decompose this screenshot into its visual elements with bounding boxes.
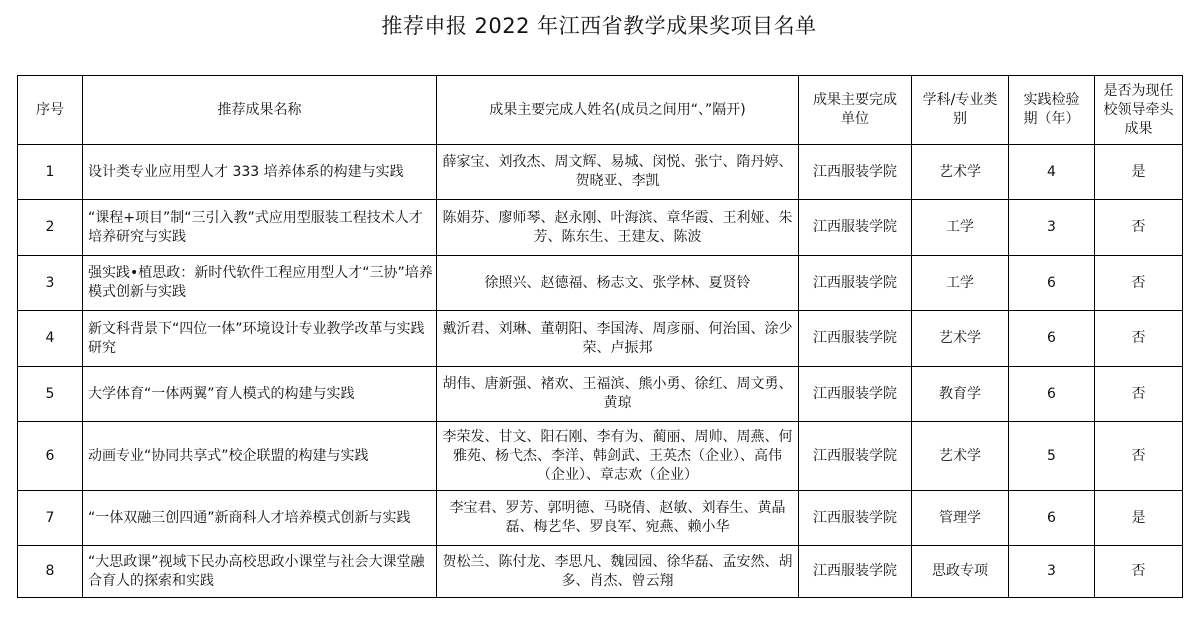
row-index: 4	[18, 311, 83, 367]
row-name: “一体双融三创四通”新商科人才培养模式创新与实践	[83, 491, 437, 546]
row-category: 艺术学	[912, 145, 1009, 200]
row-category: 思政专项	[912, 546, 1009, 598]
row-unit: 江西服装学院	[799, 367, 912, 422]
row-leader: 否	[1095, 546, 1183, 598]
row-leader: 否	[1095, 311, 1183, 367]
row-members: 李宝君、罗芳、郭明德、马晓倩、赵敏、刘春生、黄晶磊、梅艺华、罗良军、宛燕、赖小华	[437, 491, 799, 546]
row-years: 3	[1009, 200, 1095, 256]
row-index: 8	[18, 546, 83, 598]
row-index: 3	[18, 256, 83, 311]
table-row	[18, 311, 1183, 367]
table-row	[18, 367, 1183, 422]
row-years: 6	[1009, 256, 1095, 311]
row-category: 教育学	[912, 367, 1009, 422]
row-index: 2	[18, 200, 83, 256]
row-members: 戴沂君、刘琳、董朝阳、李国涛、周彦丽、何治国、涂少荣、卢振邦	[437, 311, 799, 367]
row-category: 工学	[912, 256, 1009, 311]
row-leader: 是	[1095, 145, 1183, 200]
row-name: 大学体育“一体两翼”育人模式的构建与实践	[83, 367, 437, 422]
row-category: 工学	[912, 200, 1009, 256]
row-unit: 江西服装学院	[799, 256, 912, 311]
table-row	[18, 145, 1183, 200]
table-row	[18, 256, 1183, 311]
header-index: 序号	[18, 76, 83, 145]
row-index: 7	[18, 491, 83, 546]
row-members: 李荣发、甘文、阳石刚、李有为、蔺丽、周帅、周燕、何雅苑、杨弋杰、李洋、韩剑武、王英杰（企业）、高伟（企业）、章志欢（企业）	[437, 422, 799, 491]
row-unit: 江西服装学院	[799, 200, 912, 256]
row-index: 1	[18, 145, 83, 200]
row-name: 强实践•植思政：新时代软件工程应用型人才“三协”培养模式创新与实践	[83, 256, 437, 311]
row-members: 胡伟、唐新强、褚欢、王福滨、熊小勇、徐红、周文勇、黄琼	[437, 367, 799, 422]
header-years: 实践检验期（年）	[1009, 76, 1095, 145]
header-name: 推荐成果名称	[83, 76, 437, 145]
row-name: 新文科背景下“四位一体”环境设计专业教学改革与实践研究	[83, 311, 437, 367]
header-category: 学科/专业类别	[912, 76, 1009, 145]
row-name: “大思政课”视域下民办高校思政小课堂与社会大课堂融合育人的探索和实践	[83, 546, 437, 598]
row-years: 3	[1009, 546, 1095, 598]
row-unit: 江西服装学院	[799, 145, 912, 200]
row-name: “课程+项目”制“三引入教”式应用型服装工程技术人才培养研究与实践	[83, 200, 437, 256]
row-unit: 江西服装学院	[799, 311, 912, 367]
row-category: 艺术学	[912, 422, 1009, 491]
row-members: 薛家宝、刘孜杰、周文辉、易城、闵悦、张宁、隋丹婷、贺晓亚、李凯	[437, 145, 799, 200]
row-index: 6	[18, 422, 83, 491]
row-leader: 否	[1095, 422, 1183, 491]
header-unit: 成果主要完成单位	[799, 76, 912, 145]
row-name: 设计类专业应用型人才 333 培养体系的构建与实践	[83, 145, 437, 200]
row-leader: 否	[1095, 367, 1183, 422]
row-leader: 否	[1095, 256, 1183, 311]
row-unit: 江西服装学院	[799, 422, 912, 491]
table-row	[18, 422, 1183, 491]
row-years: 4	[1009, 145, 1095, 200]
row-years: 6	[1009, 491, 1095, 546]
row-name: 动画专业“协同共享式”校企联盟的构建与实践	[83, 422, 437, 491]
row-leader: 是	[1095, 491, 1183, 546]
row-category: 管理学	[912, 491, 1009, 546]
row-members: 徐照兴、赵德福、杨志文、张学林、夏贤铃	[437, 256, 799, 311]
row-years: 5	[1009, 422, 1095, 491]
header-leader: 是否为现任校领导牵头成果	[1095, 76, 1183, 145]
row-unit: 江西服装学院	[799, 491, 912, 546]
header-members: 成果主要完成人姓名(成员之间用“、”隔开)	[437, 76, 799, 145]
table-header-row	[18, 76, 1183, 145]
row-category: 艺术学	[912, 311, 1009, 367]
recommendation-table	[17, 75, 1183, 598]
table-row	[18, 546, 1183, 598]
row-years: 6	[1009, 311, 1095, 367]
row-years: 6	[1009, 367, 1095, 422]
row-leader: 否	[1095, 200, 1183, 256]
row-index: 5	[18, 367, 83, 422]
table-row	[18, 491, 1183, 546]
row-unit: 江西服装学院	[799, 546, 912, 598]
page-title: 推荐申报 2022 年江西省教学成果奖项目名单	[381, 14, 817, 38]
row-members: 贺松兰、陈付龙、李思凡、魏园园、徐华磊、孟安然、胡多、肖杰、曾云翔	[437, 546, 799, 598]
row-members: 陈娟芬、廖师琴、赵永刚、叶海滨、章华霞、王利娅、朱芳、陈东生、王建友、陈波	[437, 200, 799, 256]
table-row	[18, 200, 1183, 256]
